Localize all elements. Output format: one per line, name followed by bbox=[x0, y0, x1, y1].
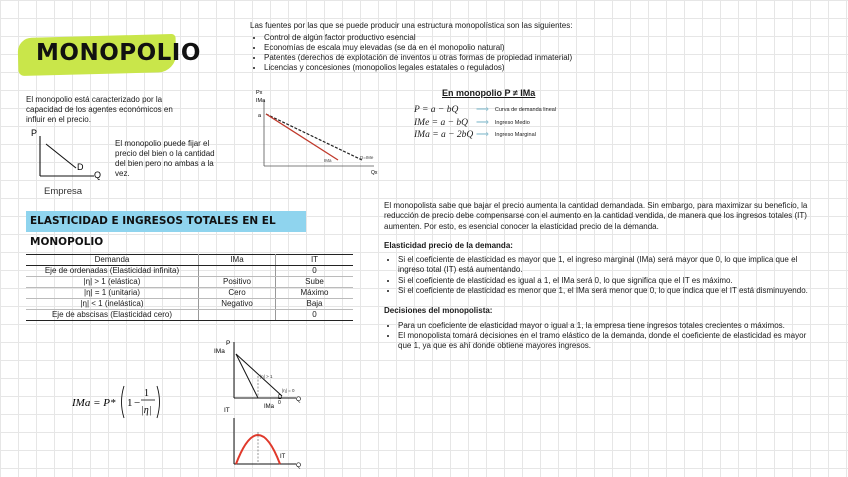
formula-numerator: 1 bbox=[144, 388, 149, 399]
formula-row bbox=[414, 129, 604, 142]
sketch-p-label: P bbox=[31, 128, 38, 138]
intro-item: • Licencias y concesiones (monopolios legales estatales o regulados) bbox=[264, 63, 630, 73]
chart1-demand-label: D=IMe bbox=[360, 155, 374, 160]
table-cell: |η| = 1 (unitaria) bbox=[26, 288, 199, 299]
upper-p-label: P bbox=[226, 340, 231, 347]
formula-block bbox=[414, 88, 604, 142]
page-title: MONOPOLIO bbox=[36, 40, 201, 66]
sketch-demand-line bbox=[46, 144, 76, 168]
list-item: • Si el coeficiente de elasticidad es igual a 1, el IMa será 0, lo que significa que el IT es máximo. bbox=[398, 276, 814, 286]
table-header-cell: IT bbox=[276, 255, 354, 266]
arrow-icon: ⟹ bbox=[476, 105, 489, 115]
list-item: • El monopolista tomará decisiones en el tramo elástico de la demanda, donde el coeficiente de elasticidad es mayor que 1, ya que es ahí donde obtiene mayores ingresos. bbox=[398, 331, 814, 352]
title-block bbox=[18, 30, 201, 78]
arrow-icon: ⟹ bbox=[476, 117, 489, 128]
table-row bbox=[26, 266, 353, 277]
formula-row bbox=[414, 104, 604, 117]
formula-right-paren bbox=[157, 386, 160, 418]
list-item: • Para un coeficiente de elasticidad mayor o igual a 1, la empresa tiene ingresos totales crecientes o máximos. bbox=[398, 321, 814, 331]
table-cell: Negativo bbox=[199, 299, 276, 310]
table-cell: Máximo bbox=[276, 288, 354, 299]
upper-elastic-label: |η| > 1 bbox=[260, 374, 273, 379]
list-item: • Si el coeficiente de elasticidad es mayor que 1, el ingreso marginal (IMa) será mayor que 0, lo que implica que el ingreso total (IT) está aumentando. bbox=[398, 255, 814, 276]
elasticity-heading: Elasticidad precio de la demanda: bbox=[384, 240, 513, 250]
formula-equation: P = a − bQ bbox=[414, 105, 459, 115]
upper-d-label: D bbox=[278, 395, 283, 401]
monopolist-paragraph: El monopolista sabe que bajar el precio aumenta la cantidad demandada. Sin embargo, para maximizar su beneficio, la reducción de precio debe compensarse con el aumento en la cantidad vendida, de manera que los ingresos totales (IT) aumenten. Por esto, es esencial conocer la elasticidad precio de la demanda. bbox=[384, 201, 808, 231]
table-row bbox=[26, 288, 353, 299]
chart1-ima-line bbox=[266, 114, 338, 160]
arrow-icon: ⟹ bbox=[476, 130, 489, 140]
table-header-cell: IMa bbox=[199, 255, 276, 266]
table-cell: Sube bbox=[276, 277, 354, 288]
table-row bbox=[26, 299, 353, 310]
upper-ima-axis-label: IMa bbox=[214, 348, 225, 355]
formula-label: Curva de demanda lineal bbox=[494, 107, 557, 113]
table-cell: 0 bbox=[276, 266, 354, 277]
table-row bbox=[26, 277, 353, 288]
decisions-heading: Decisiones del monopolista: bbox=[384, 306, 493, 316]
table-cell: Baja bbox=[276, 299, 354, 310]
formula-label: Ingreso Medio bbox=[494, 119, 530, 126]
chart1-x-label: Qx bbox=[371, 170, 378, 176]
table-cell: |η| < 1 (inelástica) bbox=[26, 299, 199, 310]
section-title: ELASTICIDAD E INGRESOS TOTALES EN EL MONOPOLIO bbox=[26, 211, 306, 232]
formula-equation: IMa = a − 2bQ bbox=[414, 130, 474, 140]
intro-item: • Economías de escala muy elevadas (se da en el monopolio natural) bbox=[264, 43, 630, 53]
table-cell: 0 bbox=[276, 310, 354, 321]
upper-q-label: Q bbox=[296, 396, 302, 403]
upper-zero-label: 0 bbox=[278, 400, 281, 406]
right-column bbox=[384, 201, 814, 362]
upper-zero-elastic-label: |η| = 0 bbox=[282, 388, 295, 393]
table-header-cell: Demanda bbox=[26, 255, 199, 266]
chart1-demand-line bbox=[266, 114, 362, 160]
lower-q-label: Q bbox=[296, 462, 302, 469]
formula-minus: − bbox=[134, 397, 141, 409]
formula-one: 1 bbox=[127, 397, 133, 409]
formula-denominator: |η| bbox=[141, 405, 152, 416]
demand-ima-chart bbox=[254, 86, 380, 178]
table-cell: Eje de abscisas (Elasticidad cero) bbox=[26, 310, 199, 321]
formula-label: Ingreso Marginal bbox=[494, 132, 536, 138]
sketch-q-label: Q bbox=[94, 170, 102, 180]
formula-title: En monopolio P ≠ IMa bbox=[442, 88, 536, 98]
intro-item: • Patentes (derechos de explotación de inventos u otras formas de propiedad inmaterial) bbox=[264, 53, 630, 63]
table-cell: Eje de ordenadas (Elasticidad infinita) bbox=[26, 266, 199, 277]
formula-left-paren bbox=[122, 386, 125, 418]
upper-ima-curve-label: IMa bbox=[264, 404, 275, 410]
list-item: • Si el coeficiente de elasticidad es menor que 1, el IMa será menor que 0, lo que indica que el IT está disminuyendo. bbox=[398, 286, 814, 296]
table-header-row bbox=[26, 255, 353, 266]
table-row bbox=[26, 310, 353, 321]
table-cell bbox=[199, 266, 276, 277]
chart1-intercept-label: a bbox=[258, 113, 262, 119]
chart1-y1-label: Px bbox=[256, 90, 263, 96]
formula-equation: IMe = a − bQ bbox=[414, 117, 468, 128]
table-cell: Cero bbox=[199, 288, 276, 299]
sketch-caption: Empresa bbox=[44, 186, 83, 197]
chart1-y2-label: IMa bbox=[256, 98, 266, 104]
elasticity-it-chart bbox=[210, 336, 310, 471]
lower-it-curve-label: IT bbox=[280, 454, 286, 460]
formula-row bbox=[414, 117, 604, 130]
ima-elasticity-formula bbox=[70, 380, 180, 426]
price-note: El monopolio puede fijar el precio del bien o la cantidad del bien pero no ambas a la vez. bbox=[115, 139, 215, 178]
intro-list bbox=[250, 33, 630, 73]
monopoly-description: El monopolio está caracterizado por la capacidad de los agentes económicos en influir en el precio. bbox=[26, 95, 173, 124]
decisions-list bbox=[384, 321, 814, 352]
table-cell bbox=[199, 310, 276, 321]
lower-it-axis-label: IT bbox=[224, 407, 230, 414]
intro-block bbox=[250, 21, 630, 73]
table-cell: Positivo bbox=[199, 277, 276, 288]
elasticity-table bbox=[26, 254, 353, 321]
elasticity-list bbox=[384, 255, 814, 296]
table-cell: |η| > 1 (elástica) bbox=[26, 277, 199, 288]
intro-lead: Las fuentes por las que se puede producir una estructura monopolística son las siguientes: bbox=[250, 21, 573, 30]
sketch-d-label: D bbox=[77, 162, 84, 172]
intro-item: • Control de algún factor productivo esencial bbox=[264, 33, 630, 43]
formula-lhs: IMa = P* bbox=[72, 397, 116, 409]
chart1-ima-label: IMa bbox=[324, 158, 332, 163]
upper-ima-line bbox=[236, 354, 258, 398]
empresa-sketch bbox=[28, 126, 110, 198]
upper-demand-line bbox=[236, 354, 282, 396]
